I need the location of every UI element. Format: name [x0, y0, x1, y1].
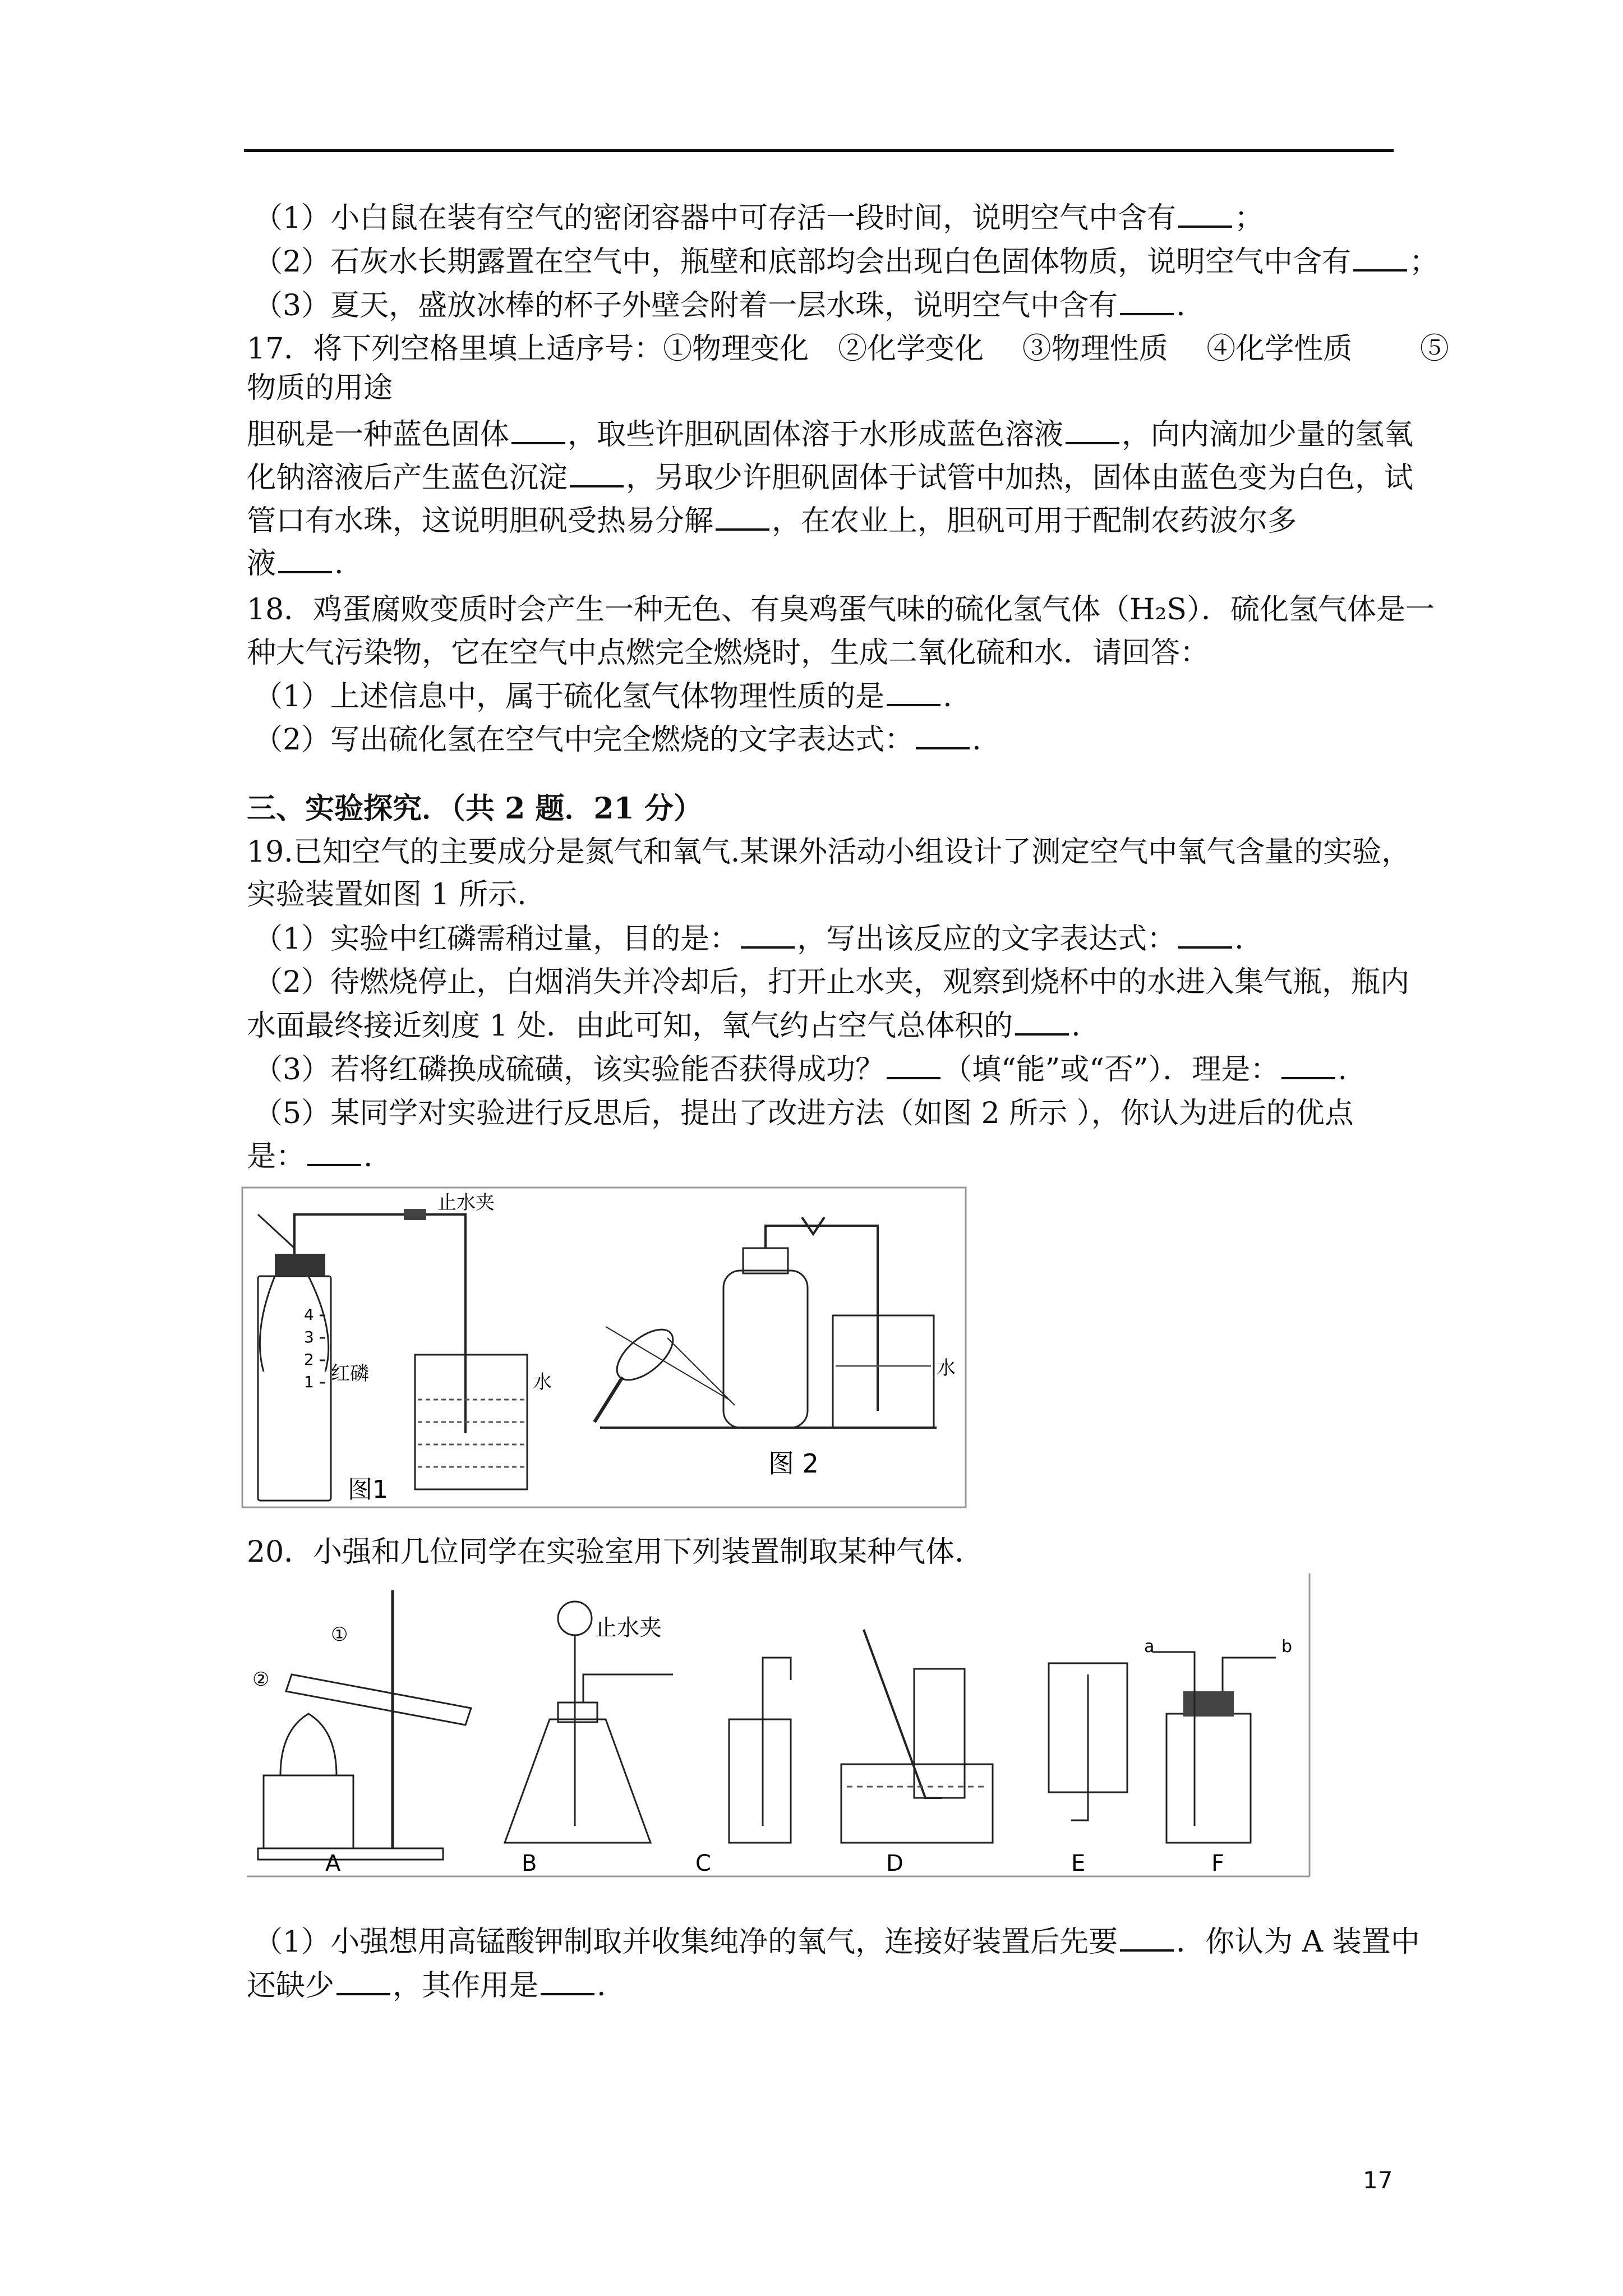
- text-segment: 19.已知空气的主要成分是氮气和氧气.某课外活动小组设计了测定空气中氧气含量的实验，: [247, 835, 1411, 869]
- figure-oxygen-experiment: [241, 1186, 970, 1512]
- text-segment: （2）待燃烧停止，白烟消失并冷却后，打开止水夹，观察到烧杯中的水进入集气瓶，瓶内: [253, 965, 1410, 999]
- answer-blank[interactable]: [1066, 416, 1119, 444]
- answer-blank[interactable]: [887, 1051, 940, 1079]
- answer-blank[interactable]: [741, 921, 795, 949]
- text-segment: （1）小强想用高锰酸钾制取并收集纯净的氧气，连接好装置后先要: [253, 1925, 1118, 1959]
- text-segment: 实验装置如图 1 所示.: [247, 878, 527, 912]
- text-segment: 还缺少: [247, 1969, 335, 2003]
- page-number: 17: [1363, 2166, 1393, 2194]
- text-segment: （1）实验中红磷需稍过量，目的是：: [253, 922, 739, 956]
- text-segment: （2）写出硫化氢在空气中完全燃烧的文字表达式：: [253, 723, 914, 757]
- text-segment: 20．小强和几位同学在实验室用下列装置制取某种气体．: [247, 1535, 984, 1569]
- answer-blank[interactable]: [1120, 287, 1174, 315]
- text-segment: 三、实验探究．（共 2 题．21 分）: [247, 792, 703, 826]
- caption-fig2: 图 2: [768, 1448, 819, 1479]
- text-line-21: [253, 1093, 1354, 1134]
- text-segment: ，在农业上，胆矾可用于配制农药波尔多: [772, 504, 1297, 538]
- apparatus-label-a: A: [325, 1851, 341, 1876]
- text-segment: 水面最终接近刻度 1 处．由此可知，氧气约占空气总体积的: [247, 1009, 1013, 1043]
- text-line-10: [247, 589, 1435, 631]
- scale-2: 2: [304, 1350, 314, 1369]
- text-line-7: [247, 457, 1413, 499]
- text-segment: ，另取少许胆矾固体于试管中加热，固体由蓝色变为白色，试: [626, 461, 1414, 495]
- caption-fig1: 图1: [348, 1475, 388, 1504]
- text-line-16: [247, 874, 527, 915]
- text-segment: .: [972, 723, 981, 757]
- answer-blank[interactable]: [511, 416, 565, 444]
- label-water: 水: [533, 1371, 552, 1393]
- text-segment: ．你认为 A 装置中: [1176, 1925, 1420, 1959]
- apparatus-label-f: F: [1211, 1851, 1225, 1876]
- text-line-25: [247, 1965, 606, 2007]
- text-segment: .: [943, 680, 952, 714]
- text-segment: ，写出该反应的文字表达式：: [797, 922, 1177, 956]
- mark-2: ②: [252, 1668, 270, 1691]
- scale-4: 4: [304, 1305, 314, 1324]
- header-rule: [244, 149, 1394, 152]
- text-segment: .: [363, 1140, 373, 1174]
- answer-blank[interactable]: [1015, 1007, 1069, 1036]
- figure-apparatus: [247, 1573, 1312, 1888]
- label-water-2: 水: [937, 1357, 956, 1379]
- text-line-3: [253, 285, 1186, 326]
- text-segment: 物质的用途: [247, 371, 393, 405]
- text-line-22: [247, 1136, 373, 1177]
- apparatus-label-d: D: [886, 1851, 903, 1876]
- text-line-18: [253, 961, 1409, 1003]
- figure-apparatus-svg: [247, 1573, 1312, 1888]
- text-segment: 种大气污染物，它在空气中点燃完全燃烧时，生成二氧化硫和水．请回答：: [247, 636, 1210, 670]
- text-line-1: [253, 197, 1264, 239]
- text-segment: （5）某同学对实验进行反思后，提出了改进方法（如图 2 所示 ），你认为进后的优点: [253, 1097, 1354, 1130]
- label-clamp: 止水夹: [437, 1191, 495, 1214]
- text-line-23: [247, 1531, 984, 1573]
- text-line-9: [247, 543, 344, 585]
- label-phosphorus: 红磷: [331, 1363, 369, 1385]
- text-line-17: [253, 918, 1244, 960]
- text-line-12: [253, 676, 952, 717]
- text-line-15: [247, 831, 1410, 873]
- text-segment: ，其作用是: [393, 1969, 539, 2003]
- scale-3: 3: [304, 1328, 314, 1346]
- text-line-24: [253, 1921, 1420, 1963]
- text-segment: .: [1234, 922, 1244, 956]
- figure-oxygen-experiment-svg: [241, 1186, 970, 1512]
- mark-1: ①: [331, 1623, 348, 1646]
- text-segment: 是：: [247, 1140, 306, 1174]
- text-line-8: [247, 500, 1297, 542]
- text-segment: （3）若将红磷换成硫磺，该实验能否获得成功？: [253, 1053, 885, 1087]
- port-a: a: [1144, 1637, 1155, 1657]
- text-segment: （1）上述信息中，属于硫化氢气体物理性质的是: [253, 680, 885, 714]
- answer-blank[interactable]: [307, 1138, 361, 1166]
- answer-blank[interactable]: [1178, 200, 1232, 228]
- text-segment: ；: [1234, 201, 1264, 235]
- apparatus-label-b: B: [522, 1851, 537, 1876]
- text-segment: 18．鸡蛋腐败变质时会产生一种无色、有臭鸡蛋气味的硫化氢气体（H₂S）．硫化氢气体是一: [247, 593, 1435, 627]
- text-line-2: [253, 241, 1438, 283]
- text-segment: 管口有水珠，这说明胆矾受热易分解: [247, 504, 714, 538]
- apparatus-label-e: E: [1071, 1851, 1086, 1876]
- text-segment: .: [1338, 1053, 1347, 1087]
- text-segment: ；: [1409, 245, 1439, 279]
- text-segment: .: [1176, 289, 1186, 323]
- text-segment: 化钠溶液后产生蓝色沉淀: [247, 461, 568, 495]
- text-line-4: [247, 328, 1449, 370]
- text-line-14: [247, 788, 703, 830]
- answer-blank[interactable]: [570, 459, 624, 487]
- answer-blank[interactable]: [1120, 1924, 1174, 1952]
- text-segment: .: [1071, 1009, 1081, 1043]
- apparatus-label-c: C: [695, 1851, 711, 1876]
- answer-blank[interactable]: [1353, 243, 1407, 272]
- port-b: b: [1281, 1637, 1293, 1657]
- answer-blank[interactable]: [1281, 1051, 1335, 1079]
- text-line-6: [247, 414, 1413, 455]
- text-segment: （1）小白鼠在装有空气的密闭容器中可存活一段时间，说明空气中含有: [253, 201, 1177, 235]
- answer-blank[interactable]: [887, 678, 940, 706]
- answer-blank[interactable]: [278, 545, 332, 573]
- text-segment: 胆矾是一种蓝色固体: [247, 418, 510, 452]
- text-segment: ，取些许胆矾固体溶于水形成蓝色溶液: [568, 418, 1064, 452]
- text-segment: .: [597, 1969, 606, 2003]
- text-line-20: [253, 1049, 1347, 1091]
- text-segment: （2）石灰水长期露置在空气中，瓶壁和底部均会出现白色固体物质，说明空气中含有: [253, 245, 1352, 279]
- label-clamp-2: 止水夹: [594, 1615, 662, 1641]
- text-line-11: [247, 632, 1209, 674]
- answer-blank[interactable]: [541, 1967, 594, 1995]
- answer-blank[interactable]: [1178, 921, 1232, 949]
- scale-1: 1: [304, 1373, 314, 1391]
- text-line-13: [253, 719, 981, 761]
- text-line-19: [247, 1005, 1081, 1047]
- answer-blank[interactable]: [336, 1967, 390, 1995]
- answer-blank[interactable]: [916, 721, 970, 749]
- text-segment: （填“能”或“否”）．理是：: [943, 1053, 1280, 1087]
- text-segment: ，向内滴加少量的氢氧: [1122, 418, 1414, 452]
- answer-blank[interactable]: [716, 503, 769, 531]
- text-segment: .: [334, 547, 344, 581]
- text-segment: 17．将下列空格里填上适序号：①物理变化 ②化学变化 ③物理性质 ④化学性质 ⑤: [247, 332, 1449, 366]
- text-segment: 液: [247, 547, 276, 581]
- text-segment: （3）夏天，盛放冰棒的杯子外壁会附着一层水珠，说明空气中含有: [253, 289, 1118, 323]
- text-line-5: [247, 367, 393, 409]
